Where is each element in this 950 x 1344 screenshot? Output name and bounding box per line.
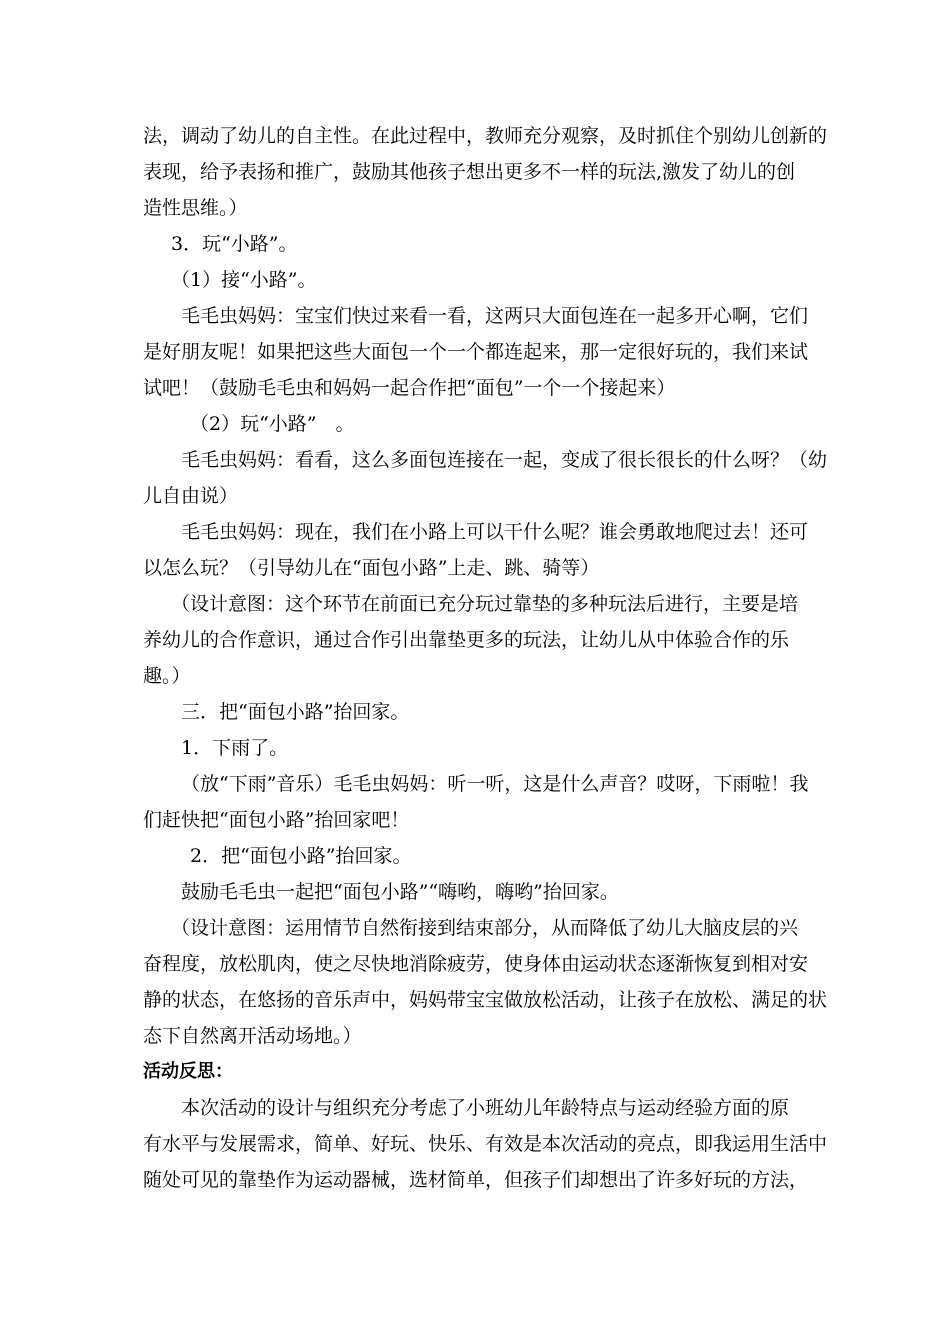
text-line: 有水平与发展需求，简单、好玩、快乐、有效是本次活动的亮点，即我运用生活中 [143,1133,828,1155]
section-heading: 3．玩“小路”。 [171,233,298,255]
sub-heading: （1）接“小路”。 [171,269,317,291]
text-line: （设计意图：这个环节在前面已充分玩过靠垫的多种玩法后进行，主要是培 [171,593,799,615]
text-line: 态下自然离开活动场地。） [143,1025,362,1047]
text-line: 毛毛虫妈妈：看看，这么多面包连接在一起，变成了很长很长的什么呀？（幼 [181,449,828,471]
text-line: 随处可见的靠垫作为运动器械，选材简单，但孩子们却想出了许多好玩的方法， [143,1169,809,1191]
text-line: 是好朋友呢！如果把这些大面包一个一个都连起来，那一定很好玩的，我们来试 [143,341,809,363]
text-line: 奋程度，放松肌肉，使之尽快地消除疲劳，使身体由运动状态逐渐恢复到相对安 [143,953,809,975]
text-line: 儿自由说） [143,485,239,507]
reflection-heading: 活动反思： [143,1061,233,1082]
sub-heading: 2．把“面包小路”抬回家。 [190,845,412,867]
text-line: 养幼儿的合作意识，通过合作引出靠垫更多的玩法，让幼儿从中体验合作的乐 [143,629,790,651]
text-line: 造性思维。） [143,197,248,219]
text-line: 法，调动了幼儿的自主性。在此过程中，教师充分观察，及时抓住个别幼儿创新的 [143,125,828,147]
text-line: 表现，给予表扬和推广，鼓励其他孩子想出更多不一样的玩法,激发了幼儿的创 [143,161,796,183]
text-line: 毛毛虫妈妈：宝宝们快过来看一看，这两只大面包连在一起多开心啊，它们 [181,305,809,327]
text-line: 趣。） [143,665,191,687]
text-line: 本次活动的设计与组织充分考虑了小班幼儿年龄特点与运动经验方面的原 [181,1097,790,1119]
sub-heading: 1．下雨了。 [181,737,289,759]
text-line: 以怎么玩？（引导幼儿在“面包小路”上走、跳、骑等） [143,557,600,579]
text-line: 毛毛虫妈妈：现在，我们在小路上可以干什么呢？谁会勇敢地爬过去！还可 [181,521,809,543]
text-line: （设计意图：运用情节自然衔接到结束部分，从而降低了幼儿大脑皮层的兴 [171,917,799,939]
sub-heading: （2）玩“小路” 。 [190,413,355,435]
text-line: 静的状态，在悠扬的音乐声中，妈妈带宝宝做放松活动，让孩子在放松、满足的状 [143,989,828,1011]
section-heading: 三．把“面包小路”抬回家。 [181,701,410,723]
text-line: 试吧！（鼓励毛毛虫和妈妈一起合作把“面包”一个一个接起来） [143,377,676,399]
text-line: 们赶快把“面包小路”抬回家吧！ [143,809,410,831]
text-line: 鼓励毛毛虫一起把“面包小路”“嗨哟，嗨哟”抬回家。 [181,881,619,903]
text-line: （放“下雨”音乐）毛毛虫妈妈：听一听，这是什么声音？哎呀，下雨啦！我 [181,773,809,795]
